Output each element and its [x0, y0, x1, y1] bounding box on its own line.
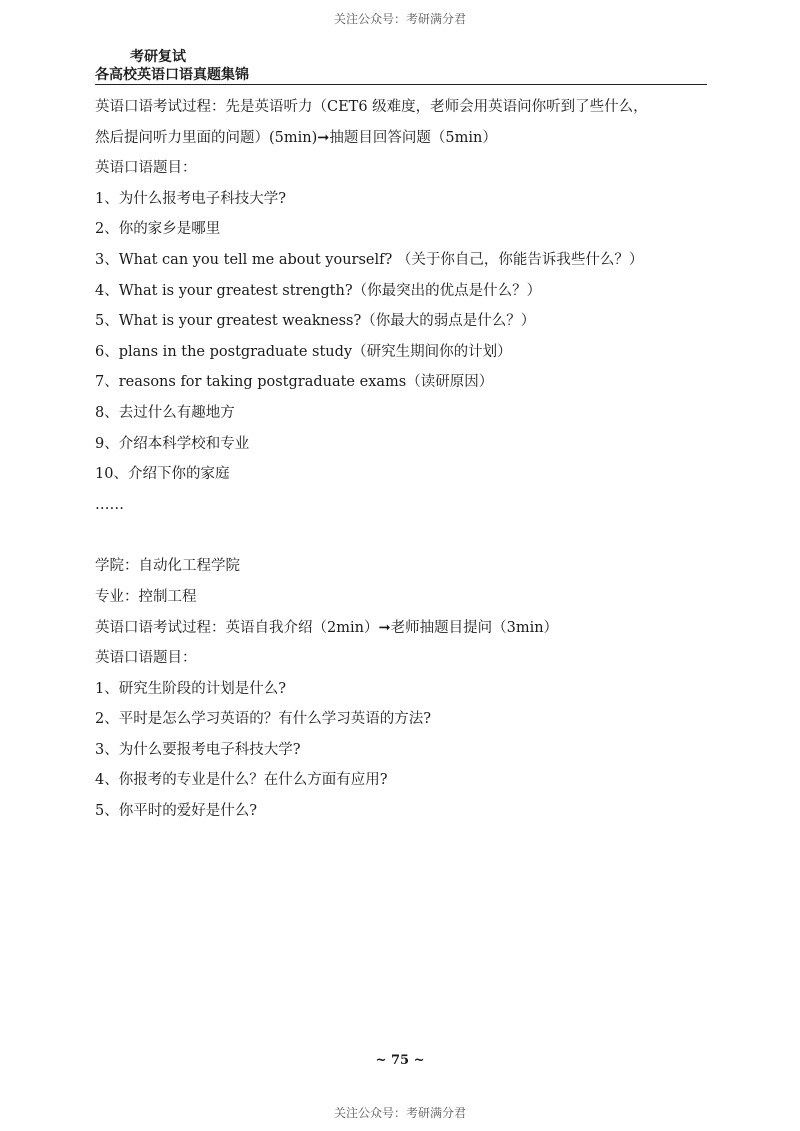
list-item: 10、介绍下你的家庭 — [95, 466, 230, 483]
list-item: 3、What can you tell me about yourself? （关于你自己，你能告诉我些什么？） — [95, 251, 644, 268]
list-item: 5、What is your greatest weakness?（你最大的弱点是什么？） — [95, 313, 536, 330]
list-item: 4、What is your greatest strength?（你最突出的优点是什么？） — [95, 282, 542, 299]
list-item: 2、平时是怎么学习英语的？有什么学习英语的方法? — [95, 711, 431, 728]
section2-process: 英语口语考试过程：英语自我介绍（2min）➞老师抽题目提问（3min） — [95, 619, 559, 636]
header-rule — [95, 84, 707, 85]
page-number: ~ 75 ~ — [375, 1053, 425, 1068]
list-item: 2、你的家乡是哪里 — [95, 221, 221, 238]
section-spacer — [95, 520, 710, 551]
list-item: 1、研究生阶段的计划是什么? — [95, 680, 286, 697]
list-item: 8、去过什么有趣地方 — [95, 404, 235, 421]
header-subtitle: 各高校英语口语真题集锦 — [95, 67, 249, 83]
section1-process-line1: 英语口语考试过程：先是英语听力（CET6 级难度，老师会用英语问你听到了些什么， — [95, 99, 648, 115]
list-item: 1、为什么报考电子科技大学? — [95, 190, 286, 207]
watermark-top: 关注公众号：考研满分君 — [333, 12, 466, 26]
list-item: 6、plans in the postgraduate study（研究生期间你的计划） — [95, 343, 512, 360]
header-title: 考研复试 — [130, 49, 186, 65]
ellipsis: …… — [95, 496, 124, 513]
list-item: 9、介绍本科学校和专业 — [95, 435, 250, 452]
list-item: 5、你平时的爱好是什么? — [95, 803, 257, 820]
list-item: 4、你报考的专业是什么？在什么方面有应用? — [95, 772, 388, 789]
section1-process-line2: 然后提问听力里面的问题）(5min)➞抽题目回答问题（5min） — [95, 129, 497, 146]
section2-questions-title: 英语口语题目： — [95, 650, 197, 667]
watermark-bottom: 关注公众号：考研满分君 — [333, 1106, 466, 1120]
list-item: 7、reasons for taking postgraduate exams（读研原因） — [95, 374, 494, 391]
list-item: 3、为什么要报考电子科技大学? — [95, 741, 301, 758]
section1-questions-title: 英语口语题目： — [95, 160, 197, 177]
major-label: 专业：控制工程 — [95, 588, 197, 605]
page-content — [95, 92, 710, 827]
college-label: 学院：自动化工程学院 — [95, 558, 240, 575]
